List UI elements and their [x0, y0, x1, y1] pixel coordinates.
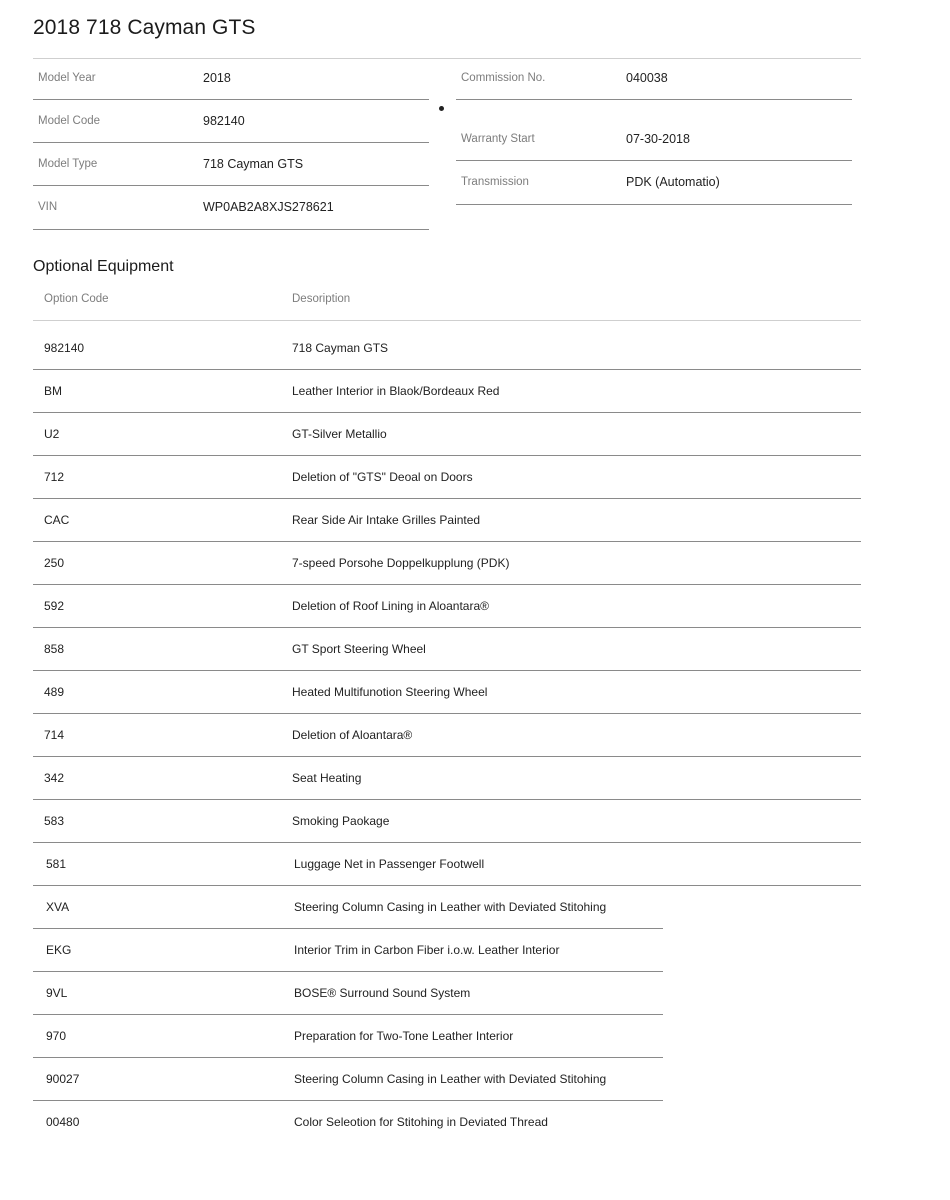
spec-value: 040038	[626, 71, 668, 85]
spec-value: 982140	[203, 114, 245, 128]
spec-label: Transmission	[461, 176, 529, 188]
table-row	[33, 929, 663, 972]
table-row	[33, 1015, 663, 1058]
spec-label: Model Year	[38, 72, 96, 84]
option-description: Deletion of Roof Lining in Aloantara®	[292, 599, 489, 613]
option-code: 583	[44, 814, 65, 828]
vehicle-specs-right	[456, 59, 852, 205]
table-row	[33, 843, 861, 886]
option-code: U2	[44, 427, 60, 441]
spec-value: PDK (Automatio)	[626, 175, 720, 189]
option-code: EKG	[46, 943, 72, 957]
option-code: 581	[46, 857, 67, 871]
spec-value: 07-30-2018	[626, 132, 690, 146]
section-title-optional-equipment: Optional Equipment	[33, 258, 174, 275]
spec-label: Commission No.	[461, 72, 546, 84]
option-code: 712	[44, 470, 65, 484]
option-description: Color Seleotion for Stitohing in Deviated Thread	[294, 1115, 548, 1129]
table-row	[33, 542, 861, 585]
spec-value: 2018	[203, 71, 231, 85]
table-row	[33, 1101, 663, 1143]
option-description: GT Sport Steering Wheel	[292, 642, 426, 656]
option-code: 489	[44, 685, 65, 699]
option-description: Heated Multifunotion Steering Wheel	[292, 685, 488, 699]
table-row	[33, 1058, 663, 1101]
table-row	[33, 714, 861, 757]
table-row	[33, 370, 861, 413]
spec-label: Warranty Start	[461, 133, 535, 145]
option-description: BOSE® Surround Sound System	[294, 986, 471, 1000]
options-table-header	[33, 286, 861, 321]
vehicle-specs-left	[33, 59, 429, 230]
page-title: 2018 718 Cayman GTS	[33, 16, 256, 39]
option-description: Leather Interior in Blaok/Bordeaux Red	[292, 384, 500, 398]
spec-label: Model Code	[38, 115, 101, 127]
option-code: CAC	[44, 513, 70, 527]
table-row	[33, 972, 663, 1015]
spec-value: WP0AB2A8XJS278621	[203, 200, 334, 214]
option-description: Deletion of "GTS" Deoal on Doors	[292, 470, 473, 484]
option-code: 250	[44, 556, 65, 570]
spec-row-model-year	[33, 59, 429, 100]
table-row	[33, 413, 861, 456]
option-description: Seat Heating	[292, 771, 362, 785]
spec-row-vin	[33, 186, 429, 230]
option-code: 982140	[44, 341, 85, 355]
option-description: Steering Column Casing in Leather with Deviated Stitohing	[294, 900, 607, 914]
table-row	[33, 327, 861, 370]
table-row	[33, 800, 861, 843]
table-row	[33, 585, 861, 628]
option-code: 00480	[46, 1115, 80, 1129]
option-code: 858	[44, 642, 65, 656]
option-description: Luggage Net in Passenger Footwell	[294, 857, 485, 871]
spec-row-warranty-start	[456, 100, 852, 161]
option-code: BM	[44, 384, 62, 398]
spec-row-model-type	[33, 143, 429, 186]
spec-label: Model Type	[38, 158, 98, 170]
option-code: 90027	[46, 1072, 80, 1086]
option-description: Deletion of Aloantara®	[292, 728, 413, 742]
option-code: 342	[44, 771, 65, 785]
option-description: Interior Trim in Carbon Fiber i.o.w. Leather Interior	[294, 943, 560, 957]
spec-value: 718 Cayman GTS	[203, 157, 304, 171]
table-row	[33, 499, 861, 542]
table-row	[33, 757, 861, 800]
options-table	[33, 327, 861, 1143]
spec-row-model-code	[33, 100, 429, 143]
bullet-dot	[439, 106, 444, 111]
column-header-option-code: Option Code	[44, 293, 109, 305]
spec-row-commission-no	[456, 59, 852, 100]
option-description: 718 Cayman GTS	[292, 341, 389, 355]
option-code: 970	[46, 1029, 67, 1043]
column-header-description: Desoription	[292, 293, 351, 305]
table-row	[33, 886, 663, 929]
table-row	[33, 628, 861, 671]
spec-row-transmission	[456, 161, 852, 205]
table-row	[33, 456, 861, 499]
table-row	[33, 671, 861, 714]
option-description: Smoking Paokage	[292, 814, 390, 828]
option-code: 592	[44, 599, 65, 613]
option-description: Preparation for Two-Tone Leather Interior	[294, 1029, 514, 1043]
option-description: Steering Column Casing in Leather with Deviated Stitohing	[294, 1072, 607, 1086]
option-code: XVA	[46, 900, 70, 914]
option-code: 714	[44, 728, 65, 742]
option-description: GT-Silver Metallio	[292, 427, 387, 441]
option-description: 7-speed Porsohe Doppelkupplung (PDK)	[292, 556, 510, 570]
option-description: Rear Side Air Intake Grilles Painted	[292, 513, 481, 527]
spec-label: VIN	[38, 201, 58, 213]
option-code: 9VL	[46, 986, 68, 1000]
